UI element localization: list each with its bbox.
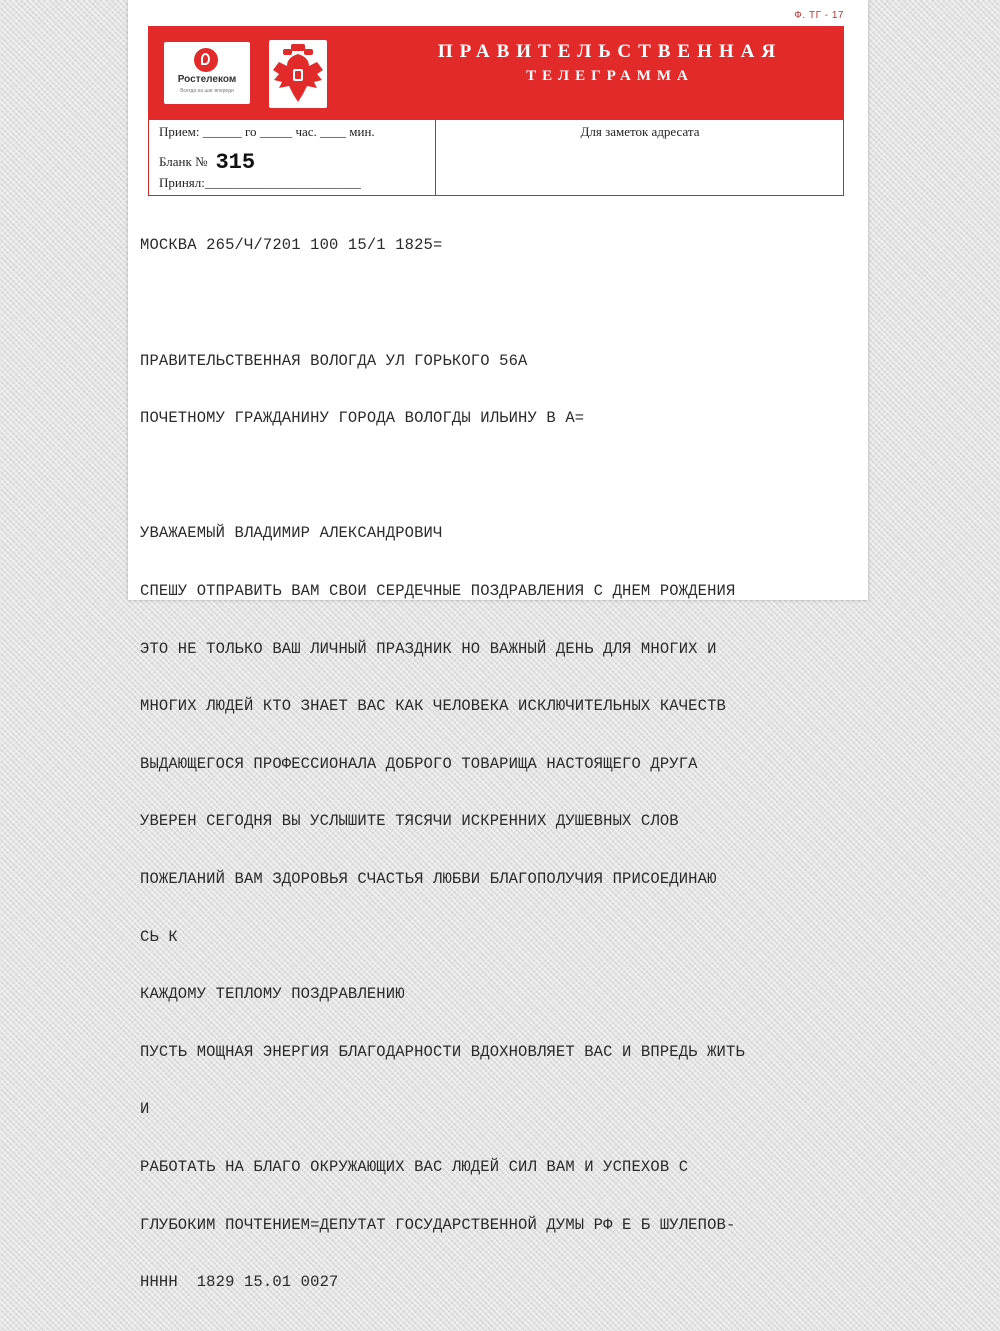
message-line [140,467,860,486]
message-line: НННН 1829 15.01 0027 [140,1273,339,1292]
message-line: УВАЖАЕМЫЙ ВЛАДИМИР АЛЕКСАНДРОВИЧ [140,524,443,543]
blank-label: Бланк № [159,154,208,169]
accepted-field: Принял:________________________ [159,175,361,190]
rostelecom-logo [164,42,250,104]
blank-number: 315 [215,150,256,175]
coat-of-arms-icon [269,40,327,108]
message-line: ПРАВИТЕЛЬСТВЕННАЯ ВОЛОГДА УЛ ГОРЬКОГО 56А [140,351,528,370]
service-box [148,120,844,196]
rostelecom-logo-icon [194,48,218,72]
form-code: Ф. ТГ - 17 [794,10,844,21]
telegram-message [140,198,860,1331]
message-line [140,294,860,313]
message-line: И [140,1100,150,1119]
message-line: КАЖДОМУ ТЕПЛОМУ ПОЗДРАВЛЕНИЮ [140,985,405,1004]
message-line: УВЕРЕН СЕГОДНЯ ВЫ УСЛЫШИТЕ ТЯСЯЧИ ИСКРЕННИХ ДУШЕВНЫХ СЛОВ [140,812,679,831]
logo-slogan: Всегда на шаг впереди [180,88,234,94]
logo-name: Ростелеком [177,74,237,85]
message-line: ЭТО НЕ ТОЛЬКО ВАШ ЛИЧНЫЙ ПРАЗДНИК НО ВАЖНЫЙ ДЕНЬ ДЛЯ МНОГИХ И [140,639,717,658]
blank-field [159,150,255,175]
received-field: Прием: ______ го _____ час. ____ мин. [159,124,375,139]
message-line: ПОЖЕЛАНИЙ ВАМ ЗДОРОВЬЯ СЧАСТЬЯ ЛЮБВИ БЛАГОПОЛУЧИЯ ПРИСОЕДИНАЮ [140,869,717,888]
message-line: СПЕШУ ОТПРАВИТЬ ВАМ СВОИ СЕРДЕЧНЫЕ ПОЗДРАВЛЕНИЯ С ДНЕМ РОЖДЕНИЯ [140,581,736,600]
message-line: МОСКВА 265/Ч/7201 100 15/1 1825= [140,236,443,255]
telegram-header [148,26,844,120]
message-line: ПУСТЬ МОЩНАЯ ЭНЕРГИЯ БЛАГОДАРНОСТИ ВДОХНОВЛЯЕТ ВАС И ВПРЕДЬ ЖИТЬ [140,1042,745,1061]
message-line: ВЫДАЮЩЕГОСЯ ПРОФЕССИОНАЛА ДОБРОГО ТОВАРИЩА НАСТОЯЩЕГО ДРУГА [140,754,698,773]
message-line: МНОГИХ ЛЮДЕЙ КТО ЗНАЕТ ВАС КАК ЧЕЛОВЕКА ИСКЛЮЧИТЕЛЬНЫХ КАЧЕСТВ [140,697,726,716]
notes-label: Для заметок адресата [580,124,700,139]
message-line: ГЛУБОКИМ ПОЧТЕНИЕМ=ДЕПУТАТ ГОСУДАРСТВЕННОЙ ДУМЫ РФ Е Б ШУЛЕПОВ- [140,1215,736,1234]
telegram-form [128,0,868,1292]
message-line: РАБОТАТЬ НА БЛАГО ОКРУЖАЮЩИХ ВАС ЛЮДЕЙ СИЛ ВАМ И УСПЕХОВ С [140,1157,689,1176]
header-title: ПРАВИТЕЛЬСТВЕННАЯ [437,41,783,62]
message-line: ПОЧЕТНОМУ ГРАЖДАНИНУ ГОРОДА ВОЛОГДЫ ИЛЬИНУ В А= [140,409,585,428]
header-subtitle: ТЕЛЕГРАММА [526,68,694,84]
message-line: СЬ К [140,927,178,946]
